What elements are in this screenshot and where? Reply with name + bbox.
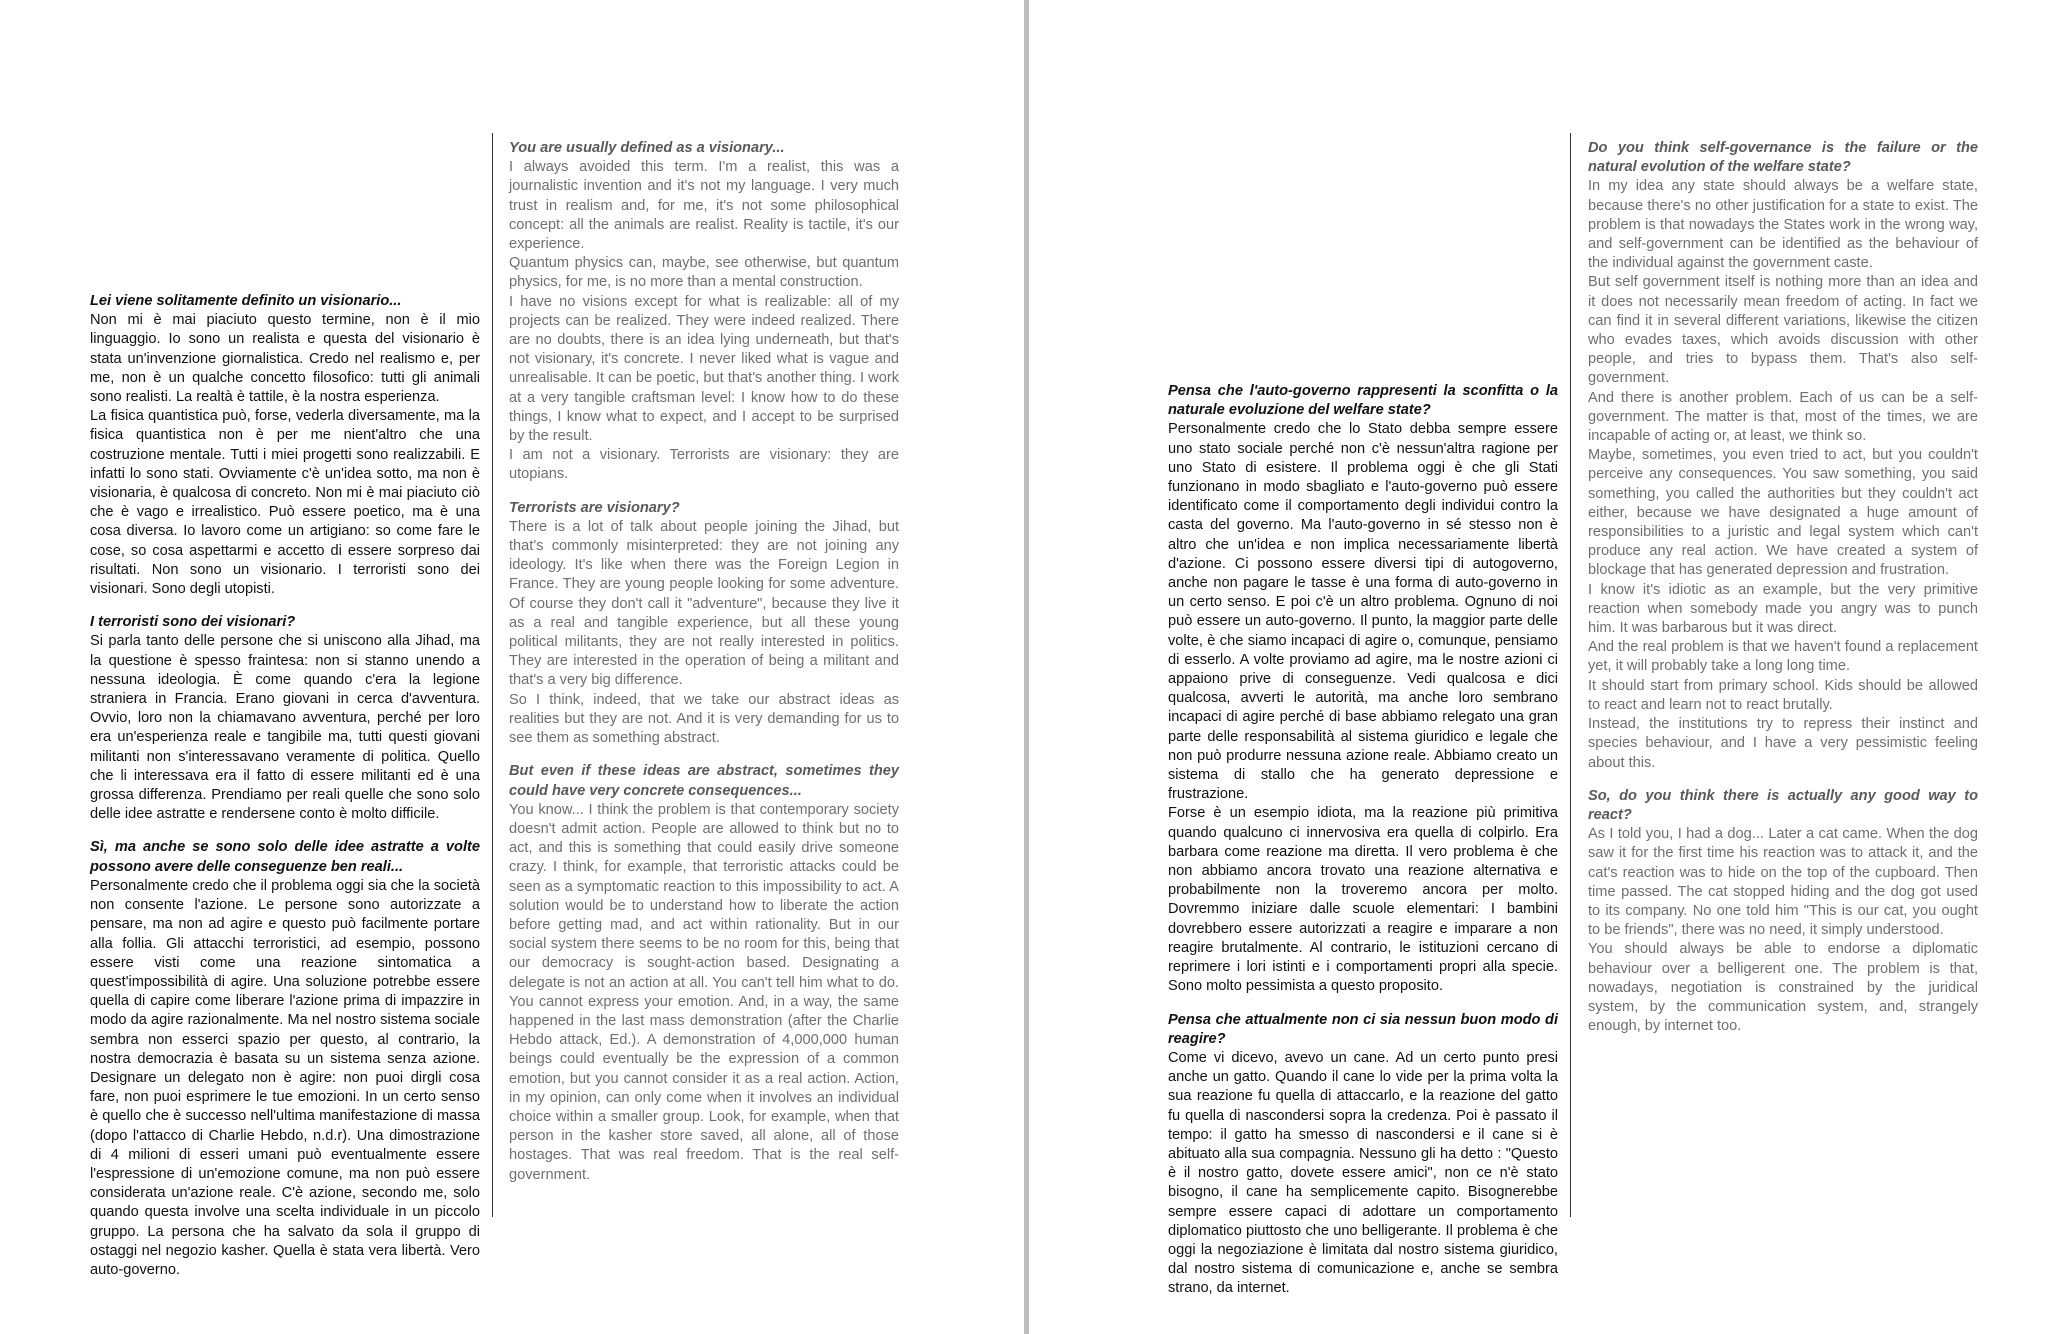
answer-paragraph: So I think, indeed, that we take our abstract ideas as realities but they are not. And it is very demanding for us to see them as something abstract. [509,691,899,747]
answer-paragraph: Quantum physics can, maybe, see otherwise, but quantum physics, for me, is no more than a mental construction. [509,255,899,291]
answer-paragraph: I always avoided this term. I'm a realist, this was a journalistic invention and it's not my language. I very much trust in realism and, for me, it's not some philosophical concept: all the animals are realist. Reality is tactile, it's our experience. [509,159,899,253]
answer-paragraph: Personalmente credo che lo Stato debba sempre essere uno stato sociale perché non c'è nessun'altra ragione per uno Stato di esistere. Il problema oggi è che gli Stati funzionano in modo sbagliato e l'auto-governo può essere identificato come il comportamento degli individui contro la casta del governo. Ma l'auto-governo in sé stesso non è altro che un'idea e non implica necessariamente libertà d'azione. Ci possono essere diversi tipi di autogoverno, anche non pagare le tasse è una forma di auto-governo in un certo senso. E poi c'è un altro problema. Ognuno di noi può essere un auto-governo. Il punto, la maggior parte delle volte, è che siamo incapaci di agire o, comunque, pensiamo di esserlo. A volte proviamo ad agire, ma le nostre azioni ci appaiono prive di conseguenze. Vedi qualcosa e dici qualcosa, avverti le autorità, ma anche loro sembrano incapaci di agire perché di base abbiamo relegato una gran parte delle responsabilità al sistema giuridico e legale che non può produrre nessuna azione reale. Abbiamo creato un sistema di stallo che ha generato depressione e frustrazione. [1168,421,1558,803]
answer-paragraph: Si parla tanto delle persone che si uniscono alla Jihad, ma la questione è spesso fraintesa: non si stanno unendo a nessuna ideologia. È come quando c'era la legione straniera in Francia. Erano giovani in cerca d'avventura. Ovvio, loro non la chiamavano avventura, perché per loro era un'esperienza reale e tangibile ma, tutti questi giovani militanti non s'interessavano veramente di politica. Quello che li interessava era il fatto di essere militanti ed è una grossa differenza. Prendiamo per reali quelle che sono solo delle idee astratte e rendersene conto è molto difficile. [90,633,480,823]
answer-paragraph: Come vi dicevo, avevo un cane. Ad un certo punto presi anche un gatto. Quando il cane lo vide per la prima volta la sua reazione fu quella di attaccarlo, e la reazione del gatto fu quella di nascondersi sopra la credenza. Poi è passato il tempo: il gatto ha smesso di nascondersi e il cane si è abituato alla sua compagnia. Nessuno gli ha detto : "Questo è il nostro gatto, dovete essere amici", non ce n'è stato bisogno, il cane ha semplicemente capito. Bisognerebbe sempre essere capaci di adottare un comportamento diplomatico piuttosto che uno belligerante. Il problema è che oggi la negoziazione è limitata dal nostro sistema giuridico, dal nostro sistema di comunicazione e, anche se sembra strano, da internet. [1168,1049,1558,1297]
answer-paragraph: There is a lot of talk about people joining the Jihad, but that's commonly misinterpreted: they are not joining any ideology. It's like when there was the Foreign Legion in France. They are young people looking for some adventure. Of course they don't call it "adventure", because they live it as a real and tangible experience, but all these young political militants, they are not really interested in politics. They are interested in the operation of being a militant and that's a very big difference. [509,518,899,689]
column-rule [492,133,493,1217]
page-divider [1024,0,1029,1334]
question-heading: I terroristi sono dei visionari? [90,614,296,631]
answer-paragraph: Maybe, sometimes, you even tried to act, but you couldn't perceive any consequences. You saw something, you said something, you called the authorities but they couldn't act either, because we have designated a huge amount of responsibilities to a juristic and legal system which can't produce any real action. We have created a system of blockage that has generated depression and frustration. [1588,447,1978,579]
question-heading: You are usually defined as a visionary... [509,140,785,156]
answer-paragraph: Instead, the institutions try to repress their instinct and species behaviour, and I have a very pessimistic feeling about this. [1588,716,1978,771]
answer-paragraph: As I told you, I had a dog... Later a cat came. When the dog saw it for the first time his reaction was to attack it, and the cat's reaction was to hide on the top of the cupboard. Then time passed. The cat stopped hiding and the dog got used to its company. No one told him "This is our cat, you ought to be friends", there was no need, it simply understood. [1588,826,1978,939]
right-italian-column [1168,382,1558,1299]
answer-paragraph: La fisica quantistica può, forse, vederla diversamente, ma la fisica quantistica non è per me nient'altro che una costruzione mentale. Tutti i miei progetti sono realizzabili. E infatti lo sono stati. Ovviamente c'è un'idea sotto, ma non è visionaria, è qualcosa di concreto. Non mi è mai piaciuto ciò che è vago e irrealistico. Può essere poetico, ma è una cosa diversa. Io lavoro come un artigiano: so come fare le cose, so cosa aspettarmi e accetto di essere sorpreso dai risultati. Non sono un visionario. I terroristi sono dei visionari. Sono degli utopisti. [90,408,480,598]
left-english-column [509,139,899,1185]
answer-paragraph: And the real problem is that we haven't found a replacement yet, it will probably take a long long time. [1588,639,1978,675]
question-heading: Pensa che attualmente non ci sia nessun buon modo di reagire? [1168,1011,1558,1047]
answer-paragraph: You know... I think the problem is that contemporary society doesn't admit action. People are allowed to think but no to act, and this is something that could easily drive someone crazy. I think, for example, that terroristic attacks could be seen as a symptomatic reaction to this impossibility to act. A solution would be to understand how to liberate the action before getting mad, and act within rationality. But in our social system there seems to be no room for this, being that our democracy is sought-action based. Designating a delegate is not an action at all. You can't tell him what to do. You cannot express your emotion. And, in a way, the same happened in the last mass demonstration (after the Charlie Hebdo attack, Ed.). A demonstration of 4,000,000 human beings could eventually be the expression of a common emotion, but you cannot consider it as a real action. Action, in my opinion, can only come when it involves an individual choice within a smaller group. Look, for example, when that person in the kasher store saved, all alone, all of those hostages. That was real freedom. That is the real self-government. [509,801,899,1183]
answer-paragraph: Non mi è mai piaciuto questo termine, non è il mio linguaggio. Io sono un realista e questa del visionario è stata un'invenzione giornalistica. Credo nel realismo e, per me, non è un qualche concetto filosofico: tutti gli animali sono realisti. La realtà è tattile, è la nostra esperienza. [90,312,480,406]
question-heading: So, do you think there is actually any good way to react? [1588,787,1978,823]
answer-paragraph: You should always be able to endorse a diplomatic behaviour over a belligerent one. The problem is that, nowadays, negotiation is constrained by the juridical system, by the communication system, and, strangely enough, by internet too. [1588,941,1978,1035]
answer-paragraph: But self government itself is nothing more than an idea and it does not necessarily mean freedom of acting. In fact we can find it in several different variations, likewise the citizen who evades taxes, which avoids discussion with other people, and tries to bypass them. That's also self-government. [1588,274,1978,387]
answer-paragraph: Personalmente credo che il problema oggi sia che la società non consente l'azione. Le persone sono autorizzate a pensare, ma non ad agire e questo può facilmente portare alla follia. Gli attacchi terroristici, ad esempio, possono essere visti come una reazione sintomatica a quest'impossibilità di agire. Una soluzione potrebbe essere quella di capire come liberare l'azione prima di impazzire in modo da agire razionalmente. Ma nel nostro sistema sociale sembra non esserci spazio per questo, al contrario, la nostra democrazia è basata su un sistema senza azione. Designare un delegato non è agire: non puoi dirgli cosa fare, non puoi esprimere le tue emozioni. In un certo senso è quello che è successo nell'ultima manifestazione di massa (dopo l'attacco di Charlie Hebdo, n.d.r). Una dimostrazione di 4 milioni di esseri umani può eventualmente essere l'espressione di un'emozione comune, ma non può essere considerata un'azione reale. C'è azione, secondo me, solo quando questa involve una scelta individuale in un piccolo gruppo. La persona che ha salvato da sola il gruppo di ostaggi nel negozio kasher. Quella è stata vera libertà. Vero auto-governo. [90,877,480,1278]
left-italian-column [90,292,480,1280]
column-rule [1570,133,1571,1217]
answer-paragraph: I am not a visionary. Terrorists are visionary: they are utopians. [509,447,899,483]
question-heading: But even if these ideas are abstract, sometimes they could have very concrete consequences... [509,763,899,799]
answer-paragraph: In my idea any state should always be a welfare state, because there's no other justification for a state to exist. The problem is that nowadays the States work in the wrong way, and self-government can be identified as the behaviour of the individual against the government caste. [1588,178,1978,272]
question-heading: Lei viene solitamente definito un visionario... [90,293,402,309]
answer-paragraph: Forse è un esempio idiota, ma la reazione più primitiva quando qualcuno ci innervosiva era quella di colpirlo. Era barbara come reazione ma diretta. Il vero problema è che non abbiamo ancora trovato una reazione alternativa e probabilmente non la troveremo ancora per molto. Dovremmo iniziare dalle scuole elementari: I bambini dovrebbero essere autorizzati a reagire e imparare a non reagire brutalmente. Al contrario, le istituzioni cercano di reprimere i lori istinti e i comportamenti propri alla specie. Sono molto pessimista a questo proposito. [1168,805,1558,995]
question-heading: Terrorists are visionary? [509,499,680,516]
right-english-column [1588,139,1978,1036]
question-heading: Do you think self-governance is the failure or the natural evolution of the welfare state? [1588,140,1978,176]
answer-paragraph: I have no visions except for what is realizable: all of my projects can be realized. They were indeed realized. There are no doubts, there is an idea lying underneath, but that's not visionary, it's concrete. I never liked what is vague and unrealisable. It can be poetic, but that's another thing. I work at a very tangible craftsman level: I know how to do these things, I know what to expect, and I accept to be surprised by the result. [509,293,899,445]
question-heading: Pensa che l'auto-governo rappresenti la sconfitta o la naturale evoluzione del welfare state? [1168,383,1558,419]
answer-paragraph: I know it's idiotic as an example, but the very primitive reaction when somebody made you angry was to punch him. It was barbarous but it was direct. [1588,581,1978,637]
question-heading: Sì, ma anche se sono solo delle idee astratte a volte possono avere delle conseguenze ben reali... [90,839,480,875]
answer-paragraph: And there is another problem. Each of us can be a self-government. The matter is that, most of the times, we are incapable of acting or, at least, we think so. [1588,389,1978,445]
answer-paragraph: It should start from primary school. Kids should be allowed to react and learn not to react brutally. [1588,677,1978,713]
